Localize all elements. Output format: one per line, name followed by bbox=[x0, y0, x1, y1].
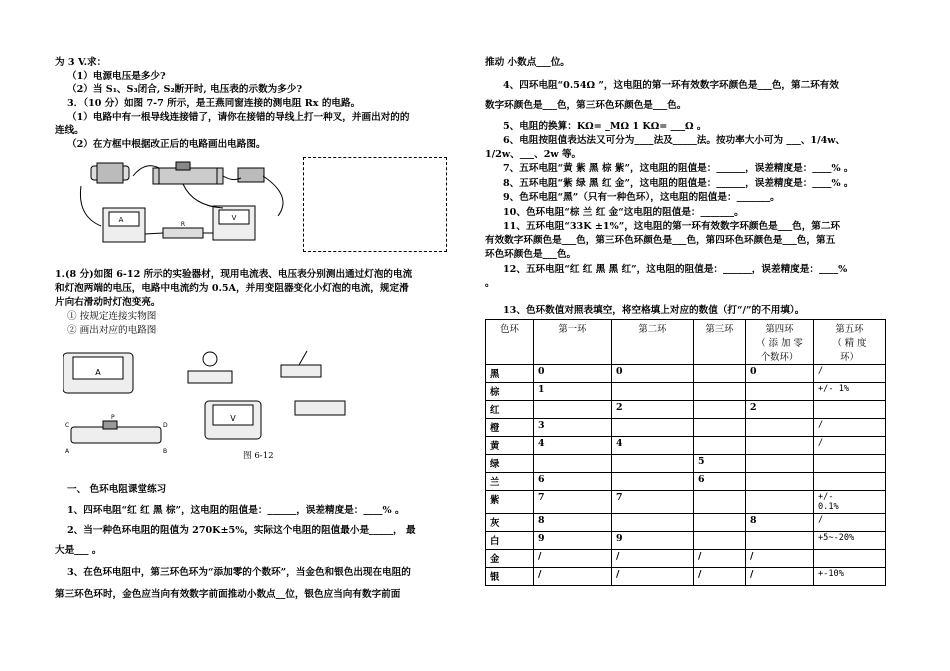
exercise-line: 3、在色环电阻中，第三环色环为“添加零的个数环”，当金色和银色出现在电阻的 bbox=[67, 567, 411, 578]
text-line: 1/2w、___、2w 等。 bbox=[485, 149, 582, 160]
text-line: （2）在方框中根据改正后的电路画出电路图。 bbox=[67, 139, 266, 150]
value-cell bbox=[534, 455, 612, 473]
text-line: 有效数字环颜色是___色，第三环色环颜色是___色，第四环色环颜色是___色，第五 bbox=[485, 235, 836, 246]
value-cell bbox=[612, 455, 694, 473]
value-cell bbox=[814, 455, 886, 473]
color-name-cell: 黄 bbox=[486, 437, 534, 455]
value-cell: 6 bbox=[534, 473, 612, 491]
value-cell: 3 bbox=[534, 419, 612, 437]
color-code-table bbox=[485, 319, 886, 586]
value-cell bbox=[746, 419, 814, 437]
text-line: 推动 小数点___位。 bbox=[485, 57, 570, 68]
text-line: 12、五环电阻“红 红 黑 黑 红”，这电阻的阻值是：______，误差精度是：____% bbox=[503, 264, 848, 275]
value-cell bbox=[612, 514, 694, 532]
instruments-figure bbox=[63, 345, 363, 465]
text-line: 11、五环电阻“33K ±1%”，这电阻的第一环有效数字环颜色是___色，第二环 bbox=[503, 221, 841, 232]
value-cell: / bbox=[694, 550, 746, 568]
text-line: ② 画出对应的电路图 bbox=[67, 325, 157, 336]
value-cell: 5 bbox=[694, 455, 746, 473]
table-row bbox=[486, 437, 886, 455]
table-row bbox=[486, 514, 886, 532]
text-line: （2）当 S₁、S₃闭合, S₂断开时, 电压表的示数为多少? bbox=[67, 84, 303, 95]
text-line: 。 bbox=[485, 278, 495, 289]
value-cell: +/- 0.1% bbox=[814, 491, 886, 514]
color-name-cell: 红 bbox=[486, 401, 534, 419]
value-cell: / bbox=[746, 550, 814, 568]
section-title: 一、 色环电阻课堂练习 bbox=[67, 484, 167, 495]
text-line: 4、四环电阻“0.54Ω ”，这电阻的第一环有效数字环颜色是___色，第二环有效 bbox=[503, 80, 839, 91]
text-line: 和灯泡两端的电压，电路中电流约为 0.5A，并用变阻器变化小灯泡的电流，规定滑 bbox=[55, 283, 409, 294]
value-cell bbox=[534, 401, 612, 419]
text-line: 为 3 V.求： bbox=[55, 57, 107, 68]
exercise-line: 第三环色环时，金色应当向有效数字前面推动小数点__位，银色应当向有数字前面 bbox=[55, 589, 401, 600]
pin-label: P bbox=[111, 414, 115, 421]
table-row bbox=[486, 550, 886, 568]
value-cell bbox=[612, 419, 694, 437]
value-cell bbox=[694, 437, 746, 455]
value-cell: 0 bbox=[534, 365, 612, 383]
color-name-cell: 棕 bbox=[486, 383, 534, 401]
table-row bbox=[486, 365, 886, 383]
pin-label: C bbox=[65, 422, 70, 429]
value-cell bbox=[694, 365, 746, 383]
text-line: 10、色环电阻“棕 兰 红 金“这电阻的阻值是：_______。 bbox=[503, 207, 744, 218]
value-cell: 1 bbox=[534, 383, 612, 401]
resistor-label: R bbox=[180, 221, 186, 228]
value-cell: 2 bbox=[612, 401, 694, 419]
pin-label: D bbox=[163, 422, 168, 429]
color-name-cell: 橙 bbox=[486, 419, 534, 437]
color-name-cell: 兰 bbox=[486, 473, 534, 491]
value-cell: 0 bbox=[746, 365, 814, 383]
text-line: ① 按规定连接实物图 bbox=[67, 311, 157, 322]
value-cell: 2 bbox=[746, 401, 814, 419]
value-cell: 9 bbox=[612, 532, 694, 550]
value-cell bbox=[694, 491, 746, 514]
table-row bbox=[486, 473, 886, 491]
answer-box bbox=[303, 157, 447, 252]
value-cell bbox=[612, 473, 694, 491]
value-cell: / bbox=[534, 568, 612, 586]
table-row bbox=[486, 532, 886, 550]
table-row bbox=[486, 568, 886, 586]
value-cell: / bbox=[612, 550, 694, 568]
value-cell bbox=[746, 455, 814, 473]
pin-label: A bbox=[65, 448, 70, 455]
color-name-cell: 紫 bbox=[486, 491, 534, 514]
text-line: 连线。 bbox=[55, 125, 84, 136]
color-name-cell: 金 bbox=[486, 550, 534, 568]
table-row bbox=[486, 455, 886, 473]
value-cell: 8 bbox=[534, 514, 612, 532]
value-cell: / bbox=[746, 568, 814, 586]
value-cell bbox=[814, 550, 886, 568]
value-cell bbox=[612, 383, 694, 401]
value-cell bbox=[694, 532, 746, 550]
value-cell bbox=[746, 437, 814, 455]
text-line: 5、电阻的换算：KΩ= _MΩ 1 KΩ= ___Ω 。 bbox=[503, 121, 707, 132]
text-line: 7、五环电阻“黄 紫 黑 棕 紫”，这电阻的阻值是：______，误差精度是：____% 。 bbox=[503, 163, 854, 174]
color-name-cell: 白 bbox=[486, 532, 534, 550]
value-cell bbox=[746, 383, 814, 401]
value-cell: 6 bbox=[694, 473, 746, 491]
table-header: 第五环 （ 精 度 环） bbox=[814, 320, 886, 365]
value-cell: 4 bbox=[612, 437, 694, 455]
value-cell bbox=[814, 473, 886, 491]
text-line: 6、电阻按阻值表达法又可分为____法及_____法。按功率大小可为 ___、1/4w、 bbox=[503, 135, 846, 146]
value-cell: / bbox=[814, 365, 886, 383]
text-line: 8、五环电阻“紫 绿 黑 红 金”，这电阻的阻值是：______，误差精度是：____% 。 bbox=[503, 178, 854, 189]
value-cell: / bbox=[694, 568, 746, 586]
text-line: 环色环颜色是___色。 bbox=[485, 249, 577, 260]
text-line: 1.(8 分)如图 6-12 所示的实验器材，现用电流表、电压表分别测出通过灯泡的电流 bbox=[55, 269, 413, 280]
table-header: 第一环 bbox=[534, 320, 612, 365]
table-header: 第二环 bbox=[612, 320, 694, 365]
exercise-line: 1、四环电阻“红 红 黑 棕”，这电阻的阻值是：______，误差精度是：____% 。 bbox=[67, 505, 405, 516]
color-name-cell: 银 bbox=[486, 568, 534, 586]
value-cell bbox=[746, 491, 814, 514]
table-row bbox=[486, 419, 886, 437]
text-line: 片向右滑动时灯泡变亮。 bbox=[55, 297, 161, 308]
value-cell: 7 bbox=[534, 491, 612, 514]
color-name-cell: 黑 bbox=[486, 365, 534, 383]
value-cell: 4 bbox=[534, 437, 612, 455]
voltmeter-label: V bbox=[231, 214, 237, 222]
exercise-line: 2、当一种色环电阻的阻值为 270K±5%，实际这个电阻的阻值最小是_____， 最 bbox=[67, 525, 416, 536]
text-line: （1）电路中有一根导线连接错了，请你在接错的导线上打一种叉，并画出对的的 bbox=[67, 112, 410, 123]
table-row bbox=[486, 383, 886, 401]
exercise-line: 大是___ 。 bbox=[55, 545, 102, 556]
value-cell: / bbox=[814, 419, 886, 437]
value-cell bbox=[694, 419, 746, 437]
value-cell: +/- 1% bbox=[814, 383, 886, 401]
value-cell bbox=[694, 514, 746, 532]
value-cell bbox=[694, 383, 746, 401]
value-cell bbox=[694, 401, 746, 419]
value-cell: 7 bbox=[612, 491, 694, 514]
table-header: 色环 bbox=[486, 320, 534, 365]
text-line: （1）电源电压是多少? bbox=[67, 71, 166, 82]
table-header: 第三环 bbox=[694, 320, 746, 365]
figure-caption: 图 6-12 bbox=[243, 451, 274, 461]
value-cell: / bbox=[534, 550, 612, 568]
value-cell: +5~-20% bbox=[814, 532, 886, 550]
table-row bbox=[486, 401, 886, 419]
text-line: 3．（10 分）如图 7-7 所示，是王燕同窗连接的测电阻 Rx 的电路。 bbox=[67, 98, 361, 109]
color-name-cell: 灰 bbox=[486, 514, 534, 532]
value-cell bbox=[814, 401, 886, 419]
value-cell: / bbox=[612, 568, 694, 586]
value-cell: 8 bbox=[746, 514, 814, 532]
value-cell: +-10% bbox=[814, 568, 886, 586]
voltmeter-label: V bbox=[230, 414, 236, 423]
value-cell bbox=[746, 532, 814, 550]
ammeter-label: A bbox=[118, 216, 124, 224]
value-cell bbox=[746, 473, 814, 491]
value-cell: / bbox=[814, 437, 886, 455]
ammeter-label: A bbox=[95, 368, 101, 377]
circuit-figure bbox=[73, 156, 308, 251]
table-header: 第四环 （ 添 加 零 个数环） bbox=[746, 320, 814, 365]
value-cell: 9 bbox=[534, 532, 612, 550]
table-row bbox=[486, 491, 886, 514]
text-line: 9、色环电阻“黑”（只有一种色环），这电阻的阻值是：_______。 bbox=[503, 192, 780, 203]
value-cell: / bbox=[814, 514, 886, 532]
table-title: 13、色环数值对照表填空，将空格填上对应的数值（打“/”的不用填）。 bbox=[503, 305, 805, 316]
pin-label: B bbox=[163, 448, 168, 455]
value-cell: 0 bbox=[612, 365, 694, 383]
text-line: 数字环颜色是___色，第三环色环颜色是___色。 bbox=[485, 100, 687, 111]
color-name-cell: 绿 bbox=[486, 455, 534, 473]
